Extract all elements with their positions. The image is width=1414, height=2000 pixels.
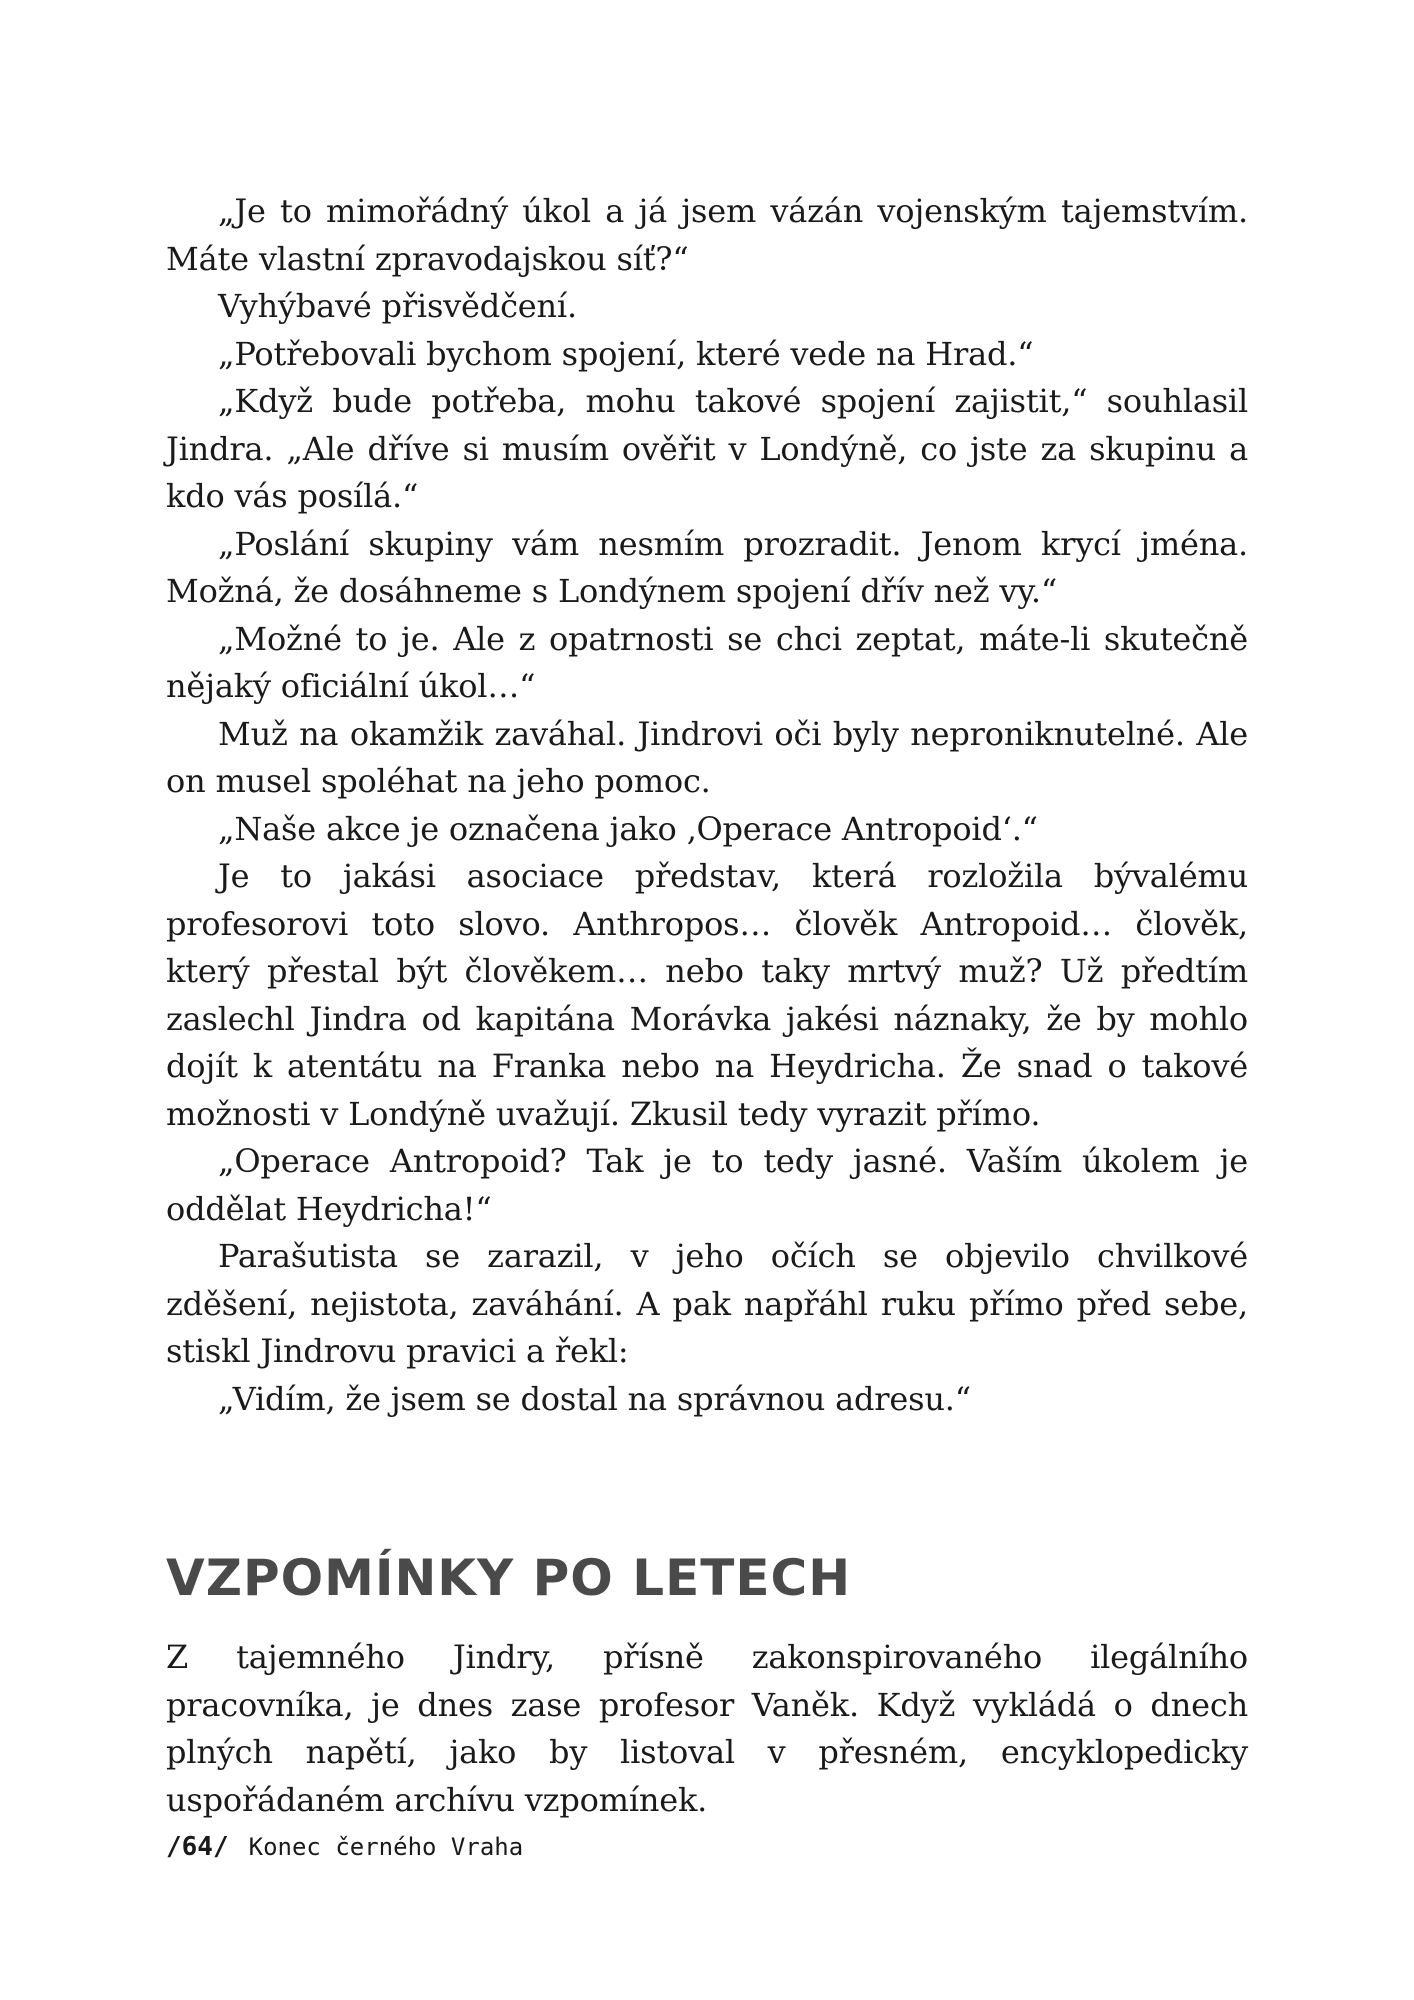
section-heading: VZPOMÍNKY PO LETECH — [166, 1549, 852, 1607]
paragraph: Vyhýbavé přisvědčení. — [218, 287, 577, 325]
section-text — [166, 1634, 1248, 1824]
paragraph: „Poslání skupiny vám nesmím prozradit. Jenom krycí jména. Možná, že dosáhneme s Londýnem spojení dřív než vy.“ — [166, 524, 1248, 610]
paragraph: Parašutista se zarazil, v jeho očích se objevilo chvilkové zděšení, nejistota, zaváhání. A pak napřáhl ruku přímo před sebe, stiskl Jindrovu pravici a řekl: — [166, 1237, 1248, 1370]
paragraph: „Naše akce je označena jako ‚Operace Antropoid‘.“ — [218, 809, 1038, 848]
paragraph: „Možné to je. Ale z opatrnosti se chci zeptat, máte-li skutečně nějaký oficiální úkol…“ — [166, 619, 1248, 705]
paragraph: „Operace Antropoid? Tak je to tedy jasné. Vaším úkolem je oddělat Heydricha!“ — [166, 1142, 1248, 1228]
page-footer — [166, 1832, 523, 1862]
paragraph: Je to jakási asociace představ, která rozložila bývalému profesorovi toto slovo. Anthropos… člověk Antropoid… člověk, který přestal být člověkem… nebo taky mrtvý muž? Už předtím zaslechl Jindra od kapitána Morávka jakési náznaky, že by mohlo dojít k atentátu na Franka nebo na Heydricha. Že snad o takové možnosti v Londýně uvažují. Zkusil tedy vyrazit přímo. — [166, 857, 1248, 1133]
paragraph: „Když bude potřeba, mohu takové spojení zajistit,“ souhlasil Jindra. „Ale dříve si musím ověřit v Londýně, co jste za skupinu a kdo vás posílá.“ — [166, 382, 1248, 515]
paragraph: „Potřebovali bychom spojení, které vede na Hrad.“ — [218, 334, 1034, 373]
paragraph: Muž na okamžik zaváhal. Jindrovi oči byly neproniknutelné. Ale on musel spoléhat na jeho pomoc. — [166, 714, 1248, 800]
paragraph: „Je to mimořádný úkol a já jsem vázán vojenským tajemstvím. Máte vlastní zpravodajskou síť?“ — [166, 192, 1248, 278]
page-number: /64/ — [166, 1832, 229, 1862]
paragraph: Z tajemného Jindry, přísně zakonspirovaného ilegálního pracovníka, je dnes zase profesor Vaněk. Když vykládá o dnech plných napětí, jako by listoval v přesném, encyklopedicky uspořádaném archívu vzpomínek. — [166, 1638, 1248, 1819]
paragraph: „Vidím, že jsem se dostal na správnou adresu.“ — [218, 1379, 971, 1418]
body-text — [166, 188, 1248, 1423]
running-title: Konec černého Vraha — [248, 1833, 524, 1861]
